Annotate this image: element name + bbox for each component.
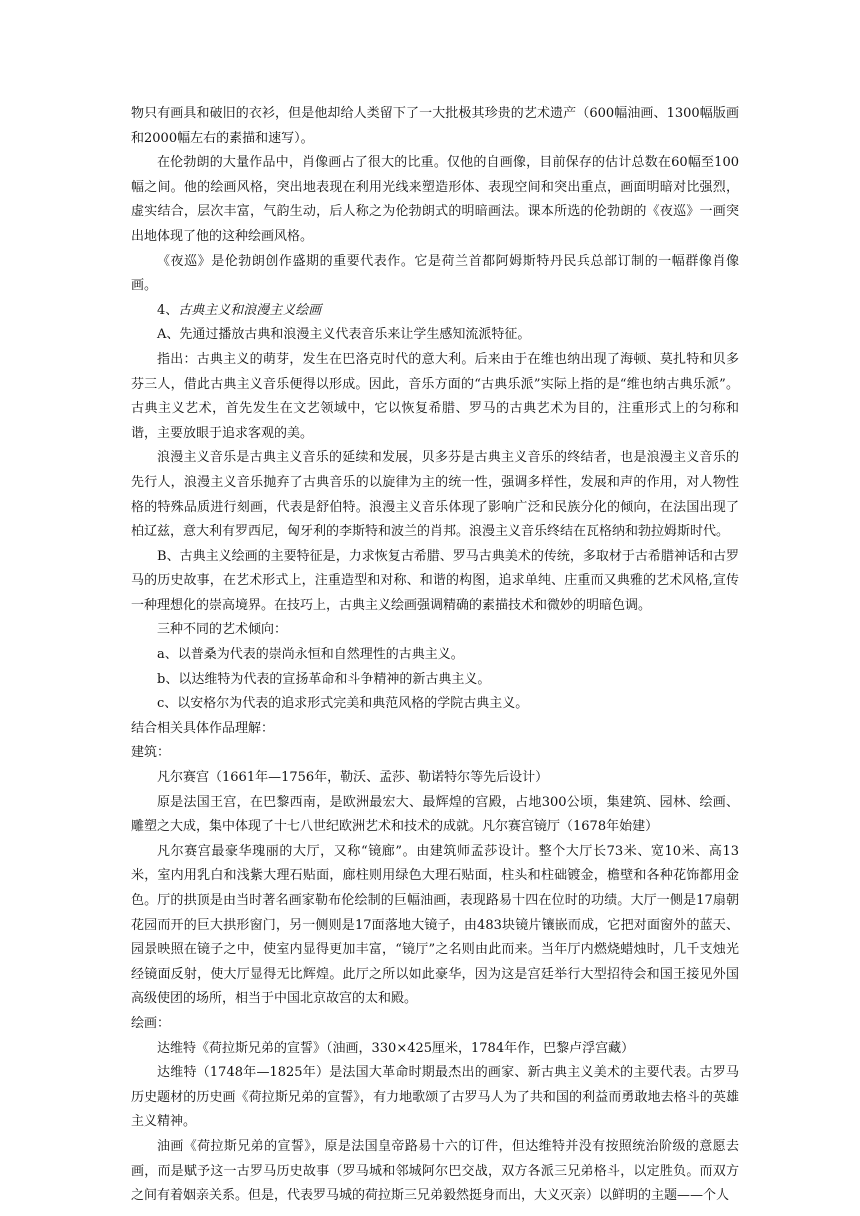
paragraph: B、古典主义绘画的主要特征是，力求恢复古希腊、罗马古典美术的传统，多取材于古希腊神话和古罗马的历史故事，在艺术形式上，注重造型和对称、和谐的构图，追求单纯、庄重而又典雅的艺术风格,宣传一种理想化的崇高境界。在技巧上，古典主义绘画强调精确的素描技术和微妙的明暗色调。 <box>131 548 739 613</box>
section-number: 4、 <box>157 302 179 318</box>
paragraph: 三种不同的艺术倾向： <box>157 622 288 638</box>
subheading: 建筑： <box>131 745 171 761</box>
document-body <box>131 102 739 1209</box>
paragraph: 《夜巡》是伦勃朗创作盛期的重要代表作。它是荷兰首都阿姆斯特丹民兵总部订制的一幅群像肖像画。 <box>131 253 739 294</box>
section-title: 古典主义和浪漫主义绘画 <box>178 302 322 318</box>
paragraph: 原是法国王宫，在巴黎西南，是欧洲最宏大、最辉煌的宫殿，占地300公顷，集建筑、园林、绘画、雕塑之大成，集中体现了十七八世纪欧洲艺术和技术的成就。凡尔赛宫镜厅（1678年始建） <box>131 794 739 835</box>
paragraph: 物只有画具和破旧的衣衫，但是他却给人类留下了一大批极其珍贵的艺术遗产（600幅油画、1300幅版画和2000幅左右的素描和速写）。 <box>131 106 739 146</box>
list-item: c、以安格尔为代表的追求形式完美和典范风格的学院古典主义。 <box>157 696 529 712</box>
paragraph: 浪漫主义音乐是古典主义音乐的延续和发展，贝多芬是古典主义音乐的终结者，也是浪漫主义音乐的先行人，浪漫主义音乐抛弃了古典音乐的以旋律为主的统一性，强调多样性，发展和声的作用，对人物性格的特殊品质进行刻画，代表是舒伯特。浪漫主义音乐体现了影响广泛和民族分化的倾向，在法国出现了柏辽兹，意大利有罗西尼，匈牙利的李斯特和波兰的肖邦。浪漫主义音乐终结在瓦格纳和勃拉姆斯时代。 <box>131 450 739 540</box>
section-heading <box>131 299 739 324</box>
paragraph: 凡尔赛宫最豪华瑰丽的大厅，又称“镜廊”。由建筑师孟莎设计。整个大厅长73米、宽10米、高13米，室内用乳白和浅紫大理石贴面，廊柱则用绿色大理石贴面，柱头和柱础镀金，檐壁和各种花饰都用金色。厅的拱顶是由当时著名画家勒布伦绘制的巨幅油画，表现路易十四在位时的功绩。大厅一侧是17扇朝花园而开的巨大拱形窗门，另一侧则是17面落地大镜子，由483块镜片镶嵌而成，它把对面窗外的蓝天、园景映照在镜子之中，使室内显得更加丰富，“镜厅”之名则由此而来。当年厅内燃烧蜡烛时，几千支烛光经镜面反射，使大厅显得无比辉煌。此厅之所以如此豪华，因为这是宫廷举行大型招待会和国王接见外国高级使团的场所，相当于中国北京故宫的太和殿。 <box>131 843 739 1007</box>
paragraph: 结合相关具体作品理解： <box>131 720 275 736</box>
list-item: a、以普桑为代表的崇尚永恒和自然理性的古典主义。 <box>157 647 464 663</box>
paragraph: 指出：古典主义的萌芽，发生在巴洛克时代的意大利。后来由于在维也纳出现了海顿、莫扎特和贝多芬三人，借此古典主义音乐便得以形成。因此，音乐方面的“古典乐派”实际上指的是“维也纳古典乐派”。古典主义艺术，首先发生在文艺领域中，它以恢复希腊、罗马的古典艺术为目的，注重形式上的匀称和谐，主要放眼于追求客观的美。 <box>131 351 739 441</box>
paragraph: 油画《荷拉斯兄弟的宣誓》，原是法国皇帝路易十六的订件，但达维特并没有按照统治阶级的意愿去画，而是赋予这一古罗马历史故事（罗马城和邻城阿尔巴交战，双方各派三兄弟格斗，以定胜负。而双方之间有着姻亲关系。但是，代表罗马城的荷拉斯三兄弟毅然挺身而出，大义灭亲）以鲜明的主题——个人 <box>131 1138 739 1204</box>
paragraph: 达维特（1748年—1825年）是法国大革命时期最杰出的画家、新古典主义美术的主要代表。古罗马历史题材的历史画《荷拉斯兄弟的宣誓》，有力地歌颂了古罗马人为了共和国的利益而勇敢地去格斗的英雄主义精神。 <box>131 1065 739 1130</box>
paragraph: 达维特《荷拉斯兄弟的宣誓》（油画，330×425厘米，1784年作，巴黎卢浮宫藏） <box>157 1040 635 1056</box>
paragraph: 凡尔赛宫（1661年—1756年，勒沃、孟莎、勒诺特尔等先后设计） <box>157 770 549 786</box>
list-item: b、以达维特为代表的宣扬革命和斗争精神的新古典主义。 <box>157 671 491 687</box>
subheading: 绘画： <box>131 1015 171 1031</box>
paragraph: 在伦勃朗的大量作品中，肖像画占了很大的比重。仅他的自画像，目前保存的估计总数在60幅至100幅之间。他的绘画风格，突出地表现在利用光线来塑造形体、表现空间和突出重点，画面明暗对比强烈，虚实结合，层次丰富，气韵生动，后人称之为伦勃朗式的明暗画法。课本所选的伦勃朗的《夜巡》一画突出地体现了他的这种绘画风格。 <box>131 155 739 244</box>
paragraph: A、先通过播放古典和浪漫主义代表音乐来让学生感知流派特征。 <box>157 327 531 343</box>
